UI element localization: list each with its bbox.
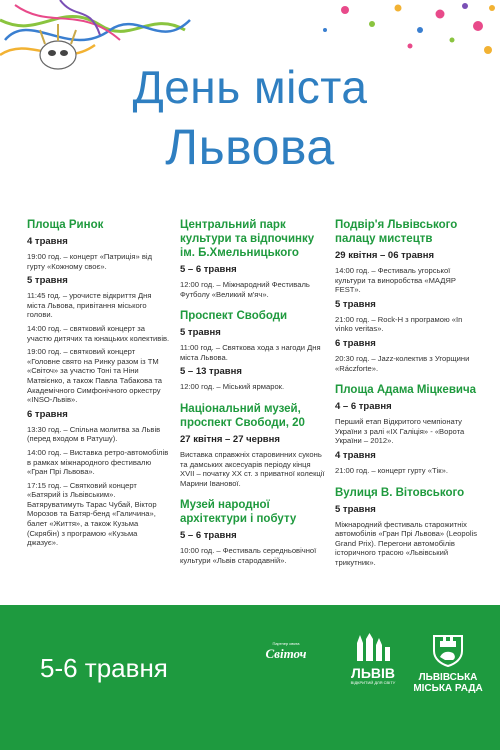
council-line-1: ЛЬВІВСЬКА	[418, 672, 478, 683]
date-heading: 5 – 13 травня	[180, 366, 242, 378]
title-line-1: День міста	[132, 61, 368, 113]
festival-dates: 5-6 травня	[40, 653, 168, 683]
date-heading: 5 травня	[27, 275, 68, 287]
event-item: Міжнародний фестиваль старожитніх автомобілів «Гран Прі Львова» (Leopolis Grand Prix). Перегони автомобілів історичного трасою «Львівський трикутник».	[335, 519, 478, 567]
event-item: 17:15 год. – Святковий концерт «Батярий із Львівським». Батяруватимуть Тарас Чубай, Віктор Морозов та Батяр-бенд «Галичина», балет «Життя», а також Кузьма (Скрябін) з програмою «Кузьма джазує».	[27, 480, 157, 548]
title-line-2: Львова	[165, 119, 335, 175]
date-heading: 5 травня	[335, 503, 376, 515]
date-heading: 5 травня	[335, 298, 376, 310]
event-item: 21:00 год. – Rock-H з програмою «In vinko veritas».	[335, 314, 463, 334]
date-heading: 6 травня	[27, 408, 68, 420]
footer-band	[0, 605, 500, 750]
date-heading: 5 – 6 травня	[180, 530, 237, 542]
event-item: 19:00 год. – святковий концерт «Головне свято на Ринку разом із ТМ «Світоч» за участю Тоні та Ніни Матвієнко, а також Павла Табакова та Академічного Симфонічного оркестру «INSO-Львів».	[27, 347, 163, 405]
venue-title: Вулиця В. Вітовського	[335, 486, 465, 499]
program-column-1	[27, 218, 170, 552]
date-heading: 5 – 6 травня	[180, 264, 237, 275]
venue-title: Центральний парк культури та відпочинку ім. Б.Хмельницького	[180, 219, 315, 259]
city-council-logo	[408, 633, 488, 694]
event-item: 11:00 год. – Святкова хода з нагоди Дня міста Львова.	[180, 343, 321, 362]
event-item: 12:00 год. – Міжнародний Фестиваль Футболу «Великий м'яч».	[180, 280, 310, 299]
date-heading: 27 квітня – 27 червня	[180, 433, 280, 445]
council-line-2: МІСЬКА РАДА	[413, 683, 483, 694]
lviv-logo-tagline: ВІДКРИТИЙ ДЛЯ СВІТУ	[350, 680, 396, 685]
lviv-logo-name: ЛЬВІВ	[351, 665, 395, 681]
event-item: 20:30 год. – Jazz-колектив з Угорщини «Ráczforte».	[335, 353, 470, 373]
lviv-city-logo	[342, 633, 404, 685]
program-column-3	[335, 218, 480, 572]
date-heading: 5 травня	[180, 327, 221, 339]
svitoch-brand: Світоч	[265, 646, 307, 661]
svitoch-partner-label: Партнер свята	[272, 641, 300, 646]
date-heading: 6 травня	[335, 337, 376, 349]
program-columns	[0, 218, 500, 598]
date-heading: 4 – 6 травня	[335, 401, 392, 413]
city-towers-icon	[353, 633, 393, 661]
venue-title: Площа Ринок	[27, 219, 104, 231]
event-item: 14:00 год. – Фестиваль угорської культури та виноробства «МАДЯР FEST».	[335, 266, 456, 295]
venue-title: Музей народної архітектури і побуту	[180, 499, 297, 526]
event-item: 14:00 год. – святковий концерт за участю дитячих та юнацьких колективів.	[27, 323, 170, 343]
coat-of-arms-icon	[431, 633, 465, 667]
venue-title: Площа Адама Міцкевича	[335, 384, 477, 397]
event-item: Виставка справжніх старовинних суконь та дамських аксесуарів періоду кінця XVII – початку XX ст. з приватної колекції Марини Іванової.	[180, 449, 325, 488]
svitoch-logo	[262, 641, 310, 662]
date-heading: 29 квітня – 06 травня	[335, 250, 435, 261]
venue-title: Подвір'я Львівського палацу мистецтв	[335, 219, 458, 245]
event-item: 19:00 год. – концерт «Патриція» від гурту «Кожному своє».	[27, 252, 153, 271]
event-item: 10:00 год. – Фестиваль середньовічної культури «Львів стародавній».	[180, 546, 317, 565]
event-item: 13:30 год. – Спільна молитва за Львів (перед входом в Ратушу).	[27, 424, 161, 444]
event-item: 14:00 год. – Виставка ретро-автомобілів в рамках міжнародного фестивалю «Гран Прі Львова».	[27, 447, 169, 477]
program-column-2	[180, 218, 327, 570]
event-item: 21:00 год. – концерт гурту «Тік».	[335, 465, 448, 475]
date-heading: 4 травня	[27, 236, 68, 247]
event-item: 12:00 год. – Міський ярмарок.	[180, 382, 285, 392]
event-item: 11:45 год. – урочисте відкриття Дня міста Львова, привітання міського голови.	[27, 291, 152, 320]
date-heading: 4 травня	[335, 449, 376, 461]
venue-title: Проспект Свободи	[180, 310, 288, 323]
venue-title: Національний музей, проспект Свободи, 20	[180, 402, 305, 429]
event-item: Перший етап Відкритого чемпіонату України з ралі «IX Галіція» - «Ворота України – 2012».	[335, 417, 465, 446]
